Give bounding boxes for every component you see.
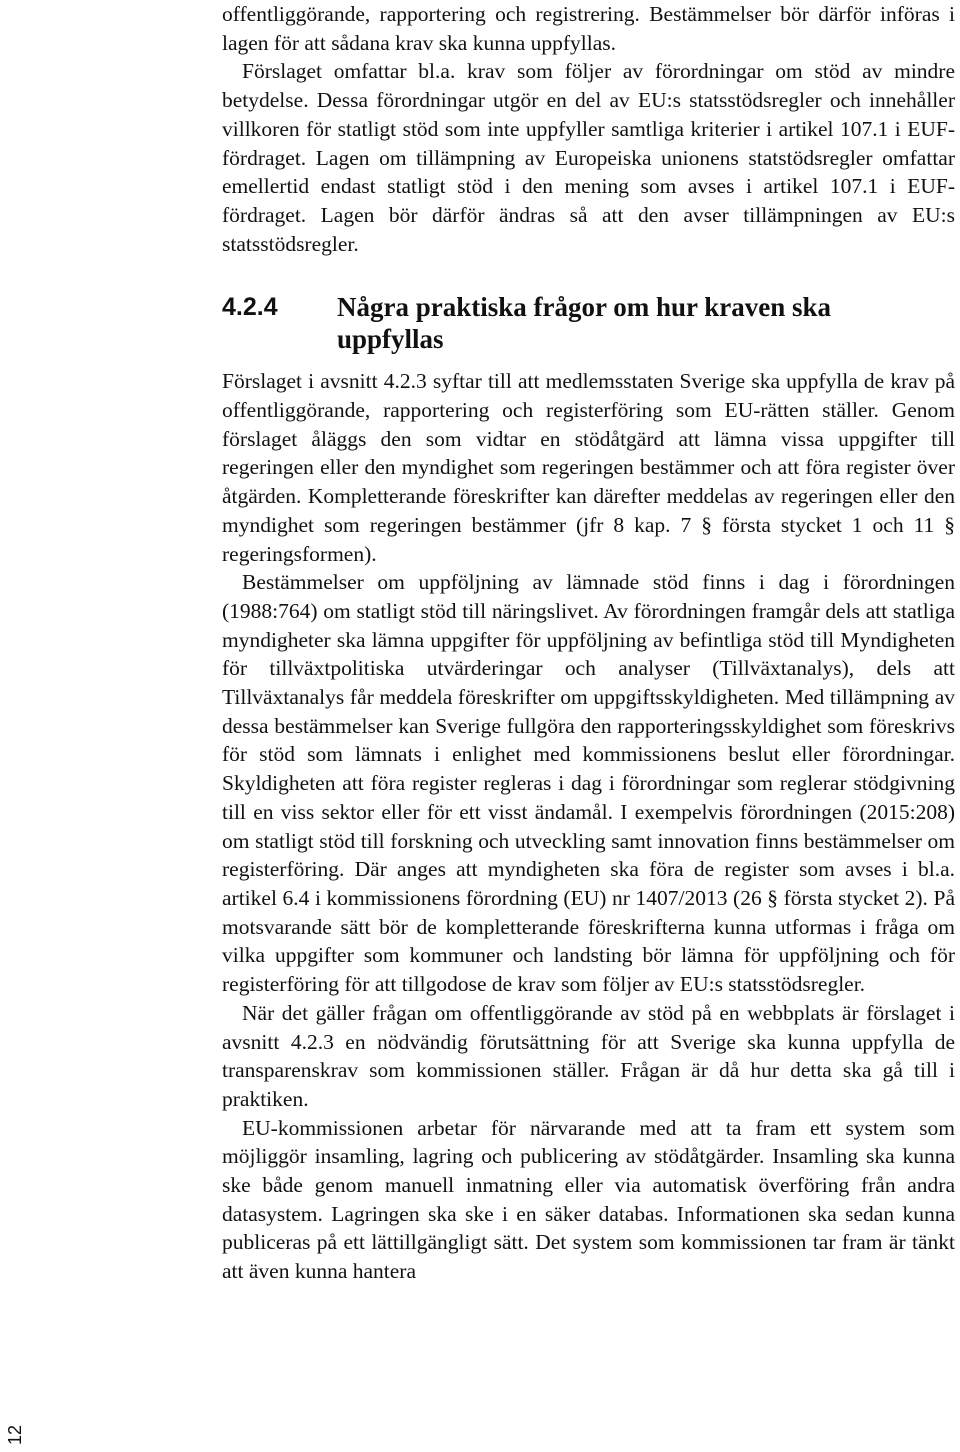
section-number: 4.2.4 — [222, 293, 278, 322]
paragraph-proposal: Förslaget i avsnitt 4.2.3 syftar till att medlemsstaten Sverige ska uppfylla de krav på offentliggörande, rapportering och registerföring som EU-rätten ställer. Genom förslaget åläggs den som vidtar en stödåtgärd att lämna vissa uppgifter till regeringen eller den myndighet som regeringen bestämmer och att föra register över åtgärden. Kompletterande föreskrifter kan därefter meddelas av regeringen eller den myndighet som regeringen bestämmer (jfr 8 kap. 7 § första stycket 1 och 11 § regeringsformen). — [222, 369, 955, 566]
paragraph-continued: offentliggörande, rapportering och registrering. Bestämmelser bör därför införas i lagen för att sådana krav ska kunna uppfyllas. — [222, 2, 955, 55]
paragraph-publication: När det gäller frågan om offentliggörande av stöd på en webbplats är förslaget i avsnitt 4.2.3 en nödvändig förutsättning för att Sverige ska kunna uppfylla de transparenskrav som kommissionen ställer. Frågan är då hur detta ska gå till i praktiken. — [222, 1000, 955, 1111]
text-column — [222, 0, 955, 1286]
section-title: Några praktiska frågor om hur kraven ska uppfyllas — [337, 292, 832, 355]
page-number: 12 — [5, 1424, 25, 1446]
paragraph-follow-up: Bestämmelser om uppföljning av lämnade stöd finns i dag i förordningen (1988:764) om statligt stöd till näringslivet. Av förordningen framgår dels att statliga myndigheter ska lämna uppgifter för uppföljning av befintliga stöd till Myndigheten för tillväxtpolitiska utvärderingar och analyser (Tillväxtanalys), dels att Tillväxtanalys får meddela föreskrifter om uppgiftsskyldigheten. Med tillämpning av dessa bestämmelser kan Sverige fullgöra den rapporteringsskyldighet som föreskrivs för stöd som lämnats i enlighet med kommissionens beslut eller förordningar. Skyldigheten att föra register regleras i dag i förordningar som reglerar stödgivning till en viss sektor eller för ett visst ändamål. I exempelvis förordningen (2015:208) om statligt stöd till forskning och utveckling samt innovation finns bestämmelser om registerföring. Där anges att myndigheten ska föra de register som avses i bl.a. artikel 6.4 i kommissionens förordning (EU) nr 1407/2013 (26 § första stycket 2). På motsvarande sätt bör de kompletterande föreskrifterna kunna utformas i fråga om vilka uppgifter som kommuner och landsting bör lämna för uppföljning och för registerföring för att tillgodose de krav som följer av EU:s statsstödsregler. — [222, 570, 955, 997]
paragraph-commission-system: EU-kommissionen arbetar för närvarande med att ta fram ett system som möjliggör insamling, lagring och publicering av stödåtgärder. Insamling ska kunna ske både genom manuell inmatning eller via automatisk överföring från andra datasystem. Lagringen ska ske i en säker databas. Informationen ska sedan kunna publiceras på ett lättillgängligt sätt. Det system som kommissionen tar fram är tänkt att även kunna hantera — [222, 1115, 955, 1284]
section-heading — [222, 291, 955, 355]
paragraph-eu-regulations: Förslaget omfattar bl.a. krav som följer av förordningar om stöd av mindre betydelse. Dessa förordningar utgör en del av EU:s statsstödsregler och innehåller villkoren för statligt stöd som inte uppfyller samtliga kriterier i artikel 107.1 i EUF-fördraget. Lagen om tillämpning av Europeiska unionens statstödsregler omfattar emellertid endast statligt stöd i den mening som avses i artikel 107.1 i EUF-fördraget. Lagen bör därför ändras så att den avser tillämpningen av EU:s statsstödsregler. — [222, 59, 955, 256]
